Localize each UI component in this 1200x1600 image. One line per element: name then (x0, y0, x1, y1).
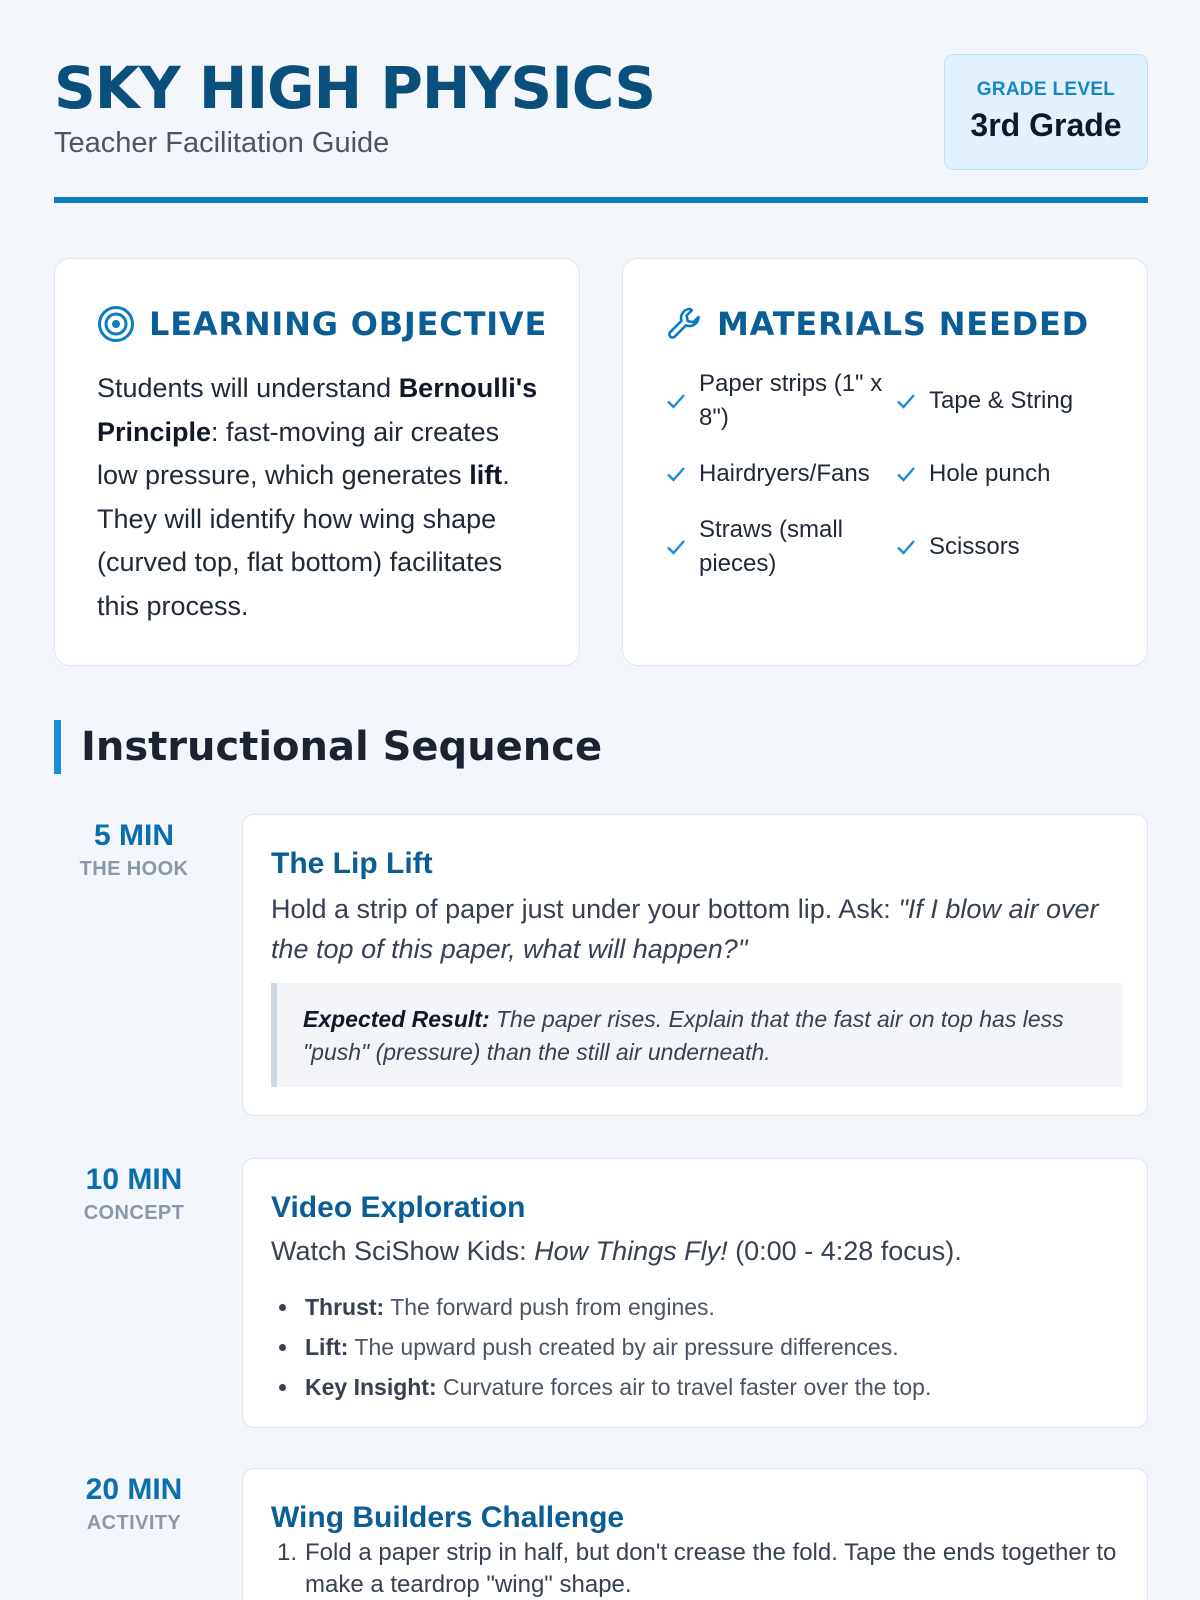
learning-objective-heading: LEARNING OBJECTIVE (149, 305, 548, 343)
page-subtitle: Teacher Facilitation Guide (54, 127, 390, 159)
objective-text-part: . They will identify how wing shape (curved top, flat bottom) facilitates this process. (97, 460, 510, 621)
material-label: Paper strips (1" x 8") (699, 370, 883, 431)
bullet-item (271, 1287, 1121, 1327)
material-item (895, 367, 1105, 435)
step-duration: 10 MIN (85, 1163, 183, 1196)
check-icon (895, 390, 917, 412)
materials-card (622, 258, 1148, 666)
step-body-text: Hold a strip of paper just under your bottom lip. Ask: (271, 894, 899, 924)
guide-page (54, 0, 1148, 1598)
materials-heading: MATERIALS NEEDED (717, 305, 1089, 343)
step-card-video-exploration (242, 1158, 1148, 1428)
video-title: How Things Fly! (534, 1236, 728, 1266)
check-icon (665, 463, 687, 485)
material-label: Tape & String (929, 387, 1074, 414)
step-time (54, 1472, 214, 1535)
step-body-text: (0:00 - 4:28 focus). (727, 1236, 962, 1266)
bullet-label: Key Insight: (305, 1374, 437, 1400)
step-title: Video Exploration (271, 1191, 526, 1224)
grade-level-value: 3rd Grade (970, 107, 1122, 143)
material-label: Hairdryers/Fans (699, 460, 870, 487)
instructional-sequence-heading: Instructional Sequence (54, 720, 602, 774)
step-body-text: Watch SciShow Kids: (271, 1236, 535, 1266)
step-duration: 20 MIN (85, 1473, 183, 1506)
check-icon (665, 536, 687, 558)
material-item (895, 449, 1105, 499)
material-item (895, 513, 1105, 581)
material-item (665, 449, 895, 499)
bullet-label: Lift: (305, 1334, 349, 1360)
step-body (271, 1231, 1101, 1271)
page-title: SKY HIGH PHYSICS (54, 54, 656, 122)
check-icon (895, 463, 917, 485)
bullet-text: The upward push created by air pressure differences. (348, 1334, 899, 1360)
materials-list (665, 367, 1105, 581)
bullet-item (271, 1367, 1121, 1407)
expected-result-text: The paper rises. Explain that the fast air on top has less "push" (pressure) than the still air underneath. (303, 1006, 1064, 1065)
bullet-text: The forward push from engines. (384, 1294, 715, 1320)
grade-level-badge (944, 54, 1148, 170)
check-icon (665, 390, 687, 412)
bullet-text: Curvature forces air to travel faster over the top. (436, 1374, 932, 1400)
step-phase: ACTIVITY (86, 1512, 182, 1534)
step-title: The Lip Lift (271, 847, 433, 880)
learning-objective-header (97, 305, 547, 343)
activity-steps-list (271, 1537, 1121, 1600)
step-quote: "If I blow air over the top of this paper, what will happen?" (271, 894, 1099, 964)
header-divider (54, 197, 1148, 203)
objective-bold-term: Bernoulli's Principle (97, 373, 538, 447)
grade-level-label: GRADE LEVEL (976, 79, 1116, 100)
step-phase: THE HOOK (79, 858, 189, 880)
check-icon (895, 536, 917, 558)
activity-step-text: Fold a paper strip in half, but don't crease the fold. Tape the ends together to make a teardrop "wing" shape. (305, 1539, 1117, 1598)
step-time (54, 1162, 214, 1225)
concept-bullet-list (271, 1287, 1121, 1407)
header (54, 0, 1148, 204)
bullet-label: Thrust: (305, 1294, 385, 1320)
step-card-lip-lift (242, 814, 1148, 1116)
step-body (271, 889, 1101, 969)
step-phase: CONCEPT (83, 1202, 185, 1224)
objective-text-part: Students will understand (97, 373, 399, 403)
material-label: Straws (small pieces) (699, 516, 844, 577)
bullet-item (271, 1327, 1121, 1367)
material-label: Hole punch (929, 460, 1051, 487)
material-item (665, 367, 895, 435)
material-label: Scissors (929, 533, 1020, 560)
expected-result-callout (271, 983, 1123, 1087)
step-card-wing-builders (242, 1468, 1148, 1600)
step-duration: 5 MIN (93, 819, 174, 852)
objective-bold-term: lift (469, 460, 503, 490)
expected-result-label: Expected Result: (303, 1006, 490, 1032)
target-icon (97, 305, 135, 343)
objective-text-part: : fast-moving air creates low pressure, which generates (97, 416, 500, 490)
wrench-icon (665, 305, 703, 343)
learning-objective-card (54, 258, 580, 666)
list-number: 1. (277, 1539, 298, 1566)
learning-objective-text (97, 367, 547, 628)
activity-step-item (271, 1537, 1121, 1600)
materials-header (665, 305, 1089, 343)
step-time (54, 818, 214, 881)
step-title: Wing Builders Challenge (271, 1501, 625, 1534)
material-item (665, 513, 895, 581)
